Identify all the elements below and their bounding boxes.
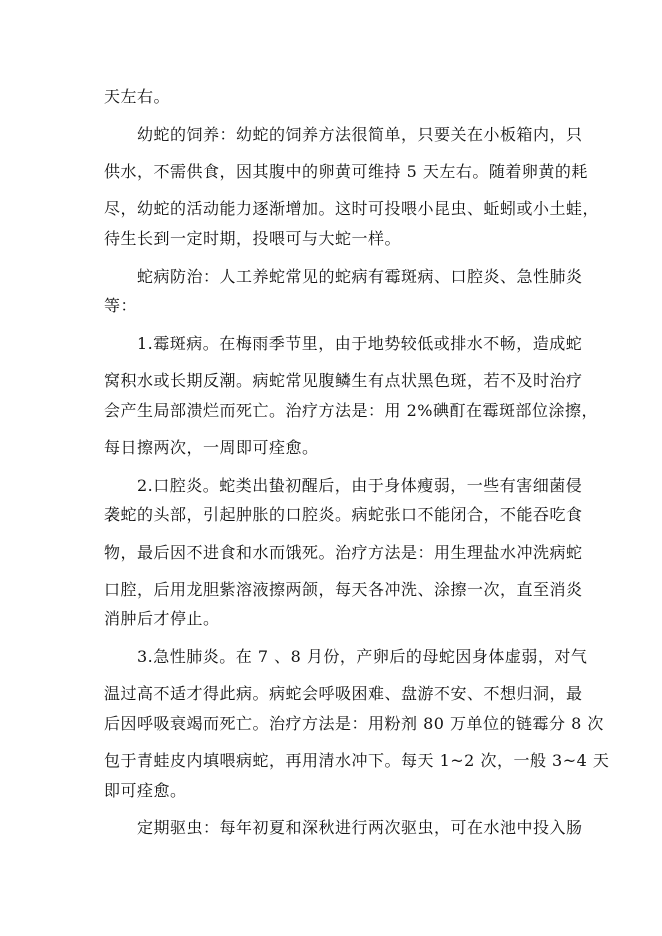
text-line: 1.霉斑病。在梅雨季节里，由于地势较低或排水不畅，造成蛇 xyxy=(137,334,583,353)
text-line: 2.口腔炎。蛇类出蛰初醒后，由于身体瘦弱，一些有害细菌侵 xyxy=(137,476,583,495)
text-line: 每日擦两次，一周即可痊愈。 xyxy=(104,438,319,457)
text-line: 口腔，后用龙胆紫溶液擦两颌，每天各冲洗、涂擦一次，直至消炎 xyxy=(104,580,583,599)
text-line: 定期驱虫：每年初夏和深秋进行两次驱虫，可在水池中投入肠 xyxy=(137,818,583,837)
text-line: 供水，不需供食，因其腹中的卵黄可维持 5 天左右。随着卵黄的耗 xyxy=(104,162,588,181)
text-line: 窝积水或长期反潮。病蛇常见腹鳞生有点状黑色斑，若不及时治疗 xyxy=(104,371,583,390)
text-line: 消肿后才停止。 xyxy=(104,609,220,628)
text-line: 温过高不适才得此病。病蛇会呼吸困难、盘游不安、不想归洞，最 xyxy=(104,684,583,703)
text-line: 3.急性肺炎。在 7 、8 月份，产卵后的母蛇因身体虚弱，对气 xyxy=(137,647,588,666)
text-line: 后因呼吸衰竭而死亡。治疗方法是：用粉剂 80 万单位的链霉分 8 次 xyxy=(104,714,604,733)
text-line: 蛇病防治：人工养蛇常见的蛇病有霉斑病、口腔炎、急性肺炎 xyxy=(137,267,583,286)
text-line: 即可痊愈。 xyxy=(104,781,187,800)
text-line: 尽，幼蛇的活动能力逐渐增加。这时可投喂小昆虫、蚯蚓或小土蛙， xyxy=(104,199,600,218)
text-line: 等： xyxy=(104,296,138,315)
text-line: 天左右。 xyxy=(104,87,171,106)
text-line: 包于青蛙皮内填喂病蛇，再用清水冲下。每天 1~2 次，一般 3~4 天 xyxy=(104,751,610,770)
text-line: 幼蛇的饲养：幼蛇的饲养方法很简单，只要关在小板箱内，只 xyxy=(137,125,583,144)
text-line: 待生长到一定时期，投喂可与大蛇一样。 xyxy=(104,229,402,248)
text-line: 物，最后因不进食和水而饿死。治疗方法是：用生理盐水冲洗病蛇 xyxy=(104,543,583,562)
text-line: 袭蛇的头部，引起肿胀的口腔炎。病蛇张口不能闭合，不能吞吃食 xyxy=(104,505,583,524)
text-line: 会产生局部溃烂而死亡。治疗方法是：用 2%碘酊在霉斑部位涂擦， xyxy=(104,401,598,420)
